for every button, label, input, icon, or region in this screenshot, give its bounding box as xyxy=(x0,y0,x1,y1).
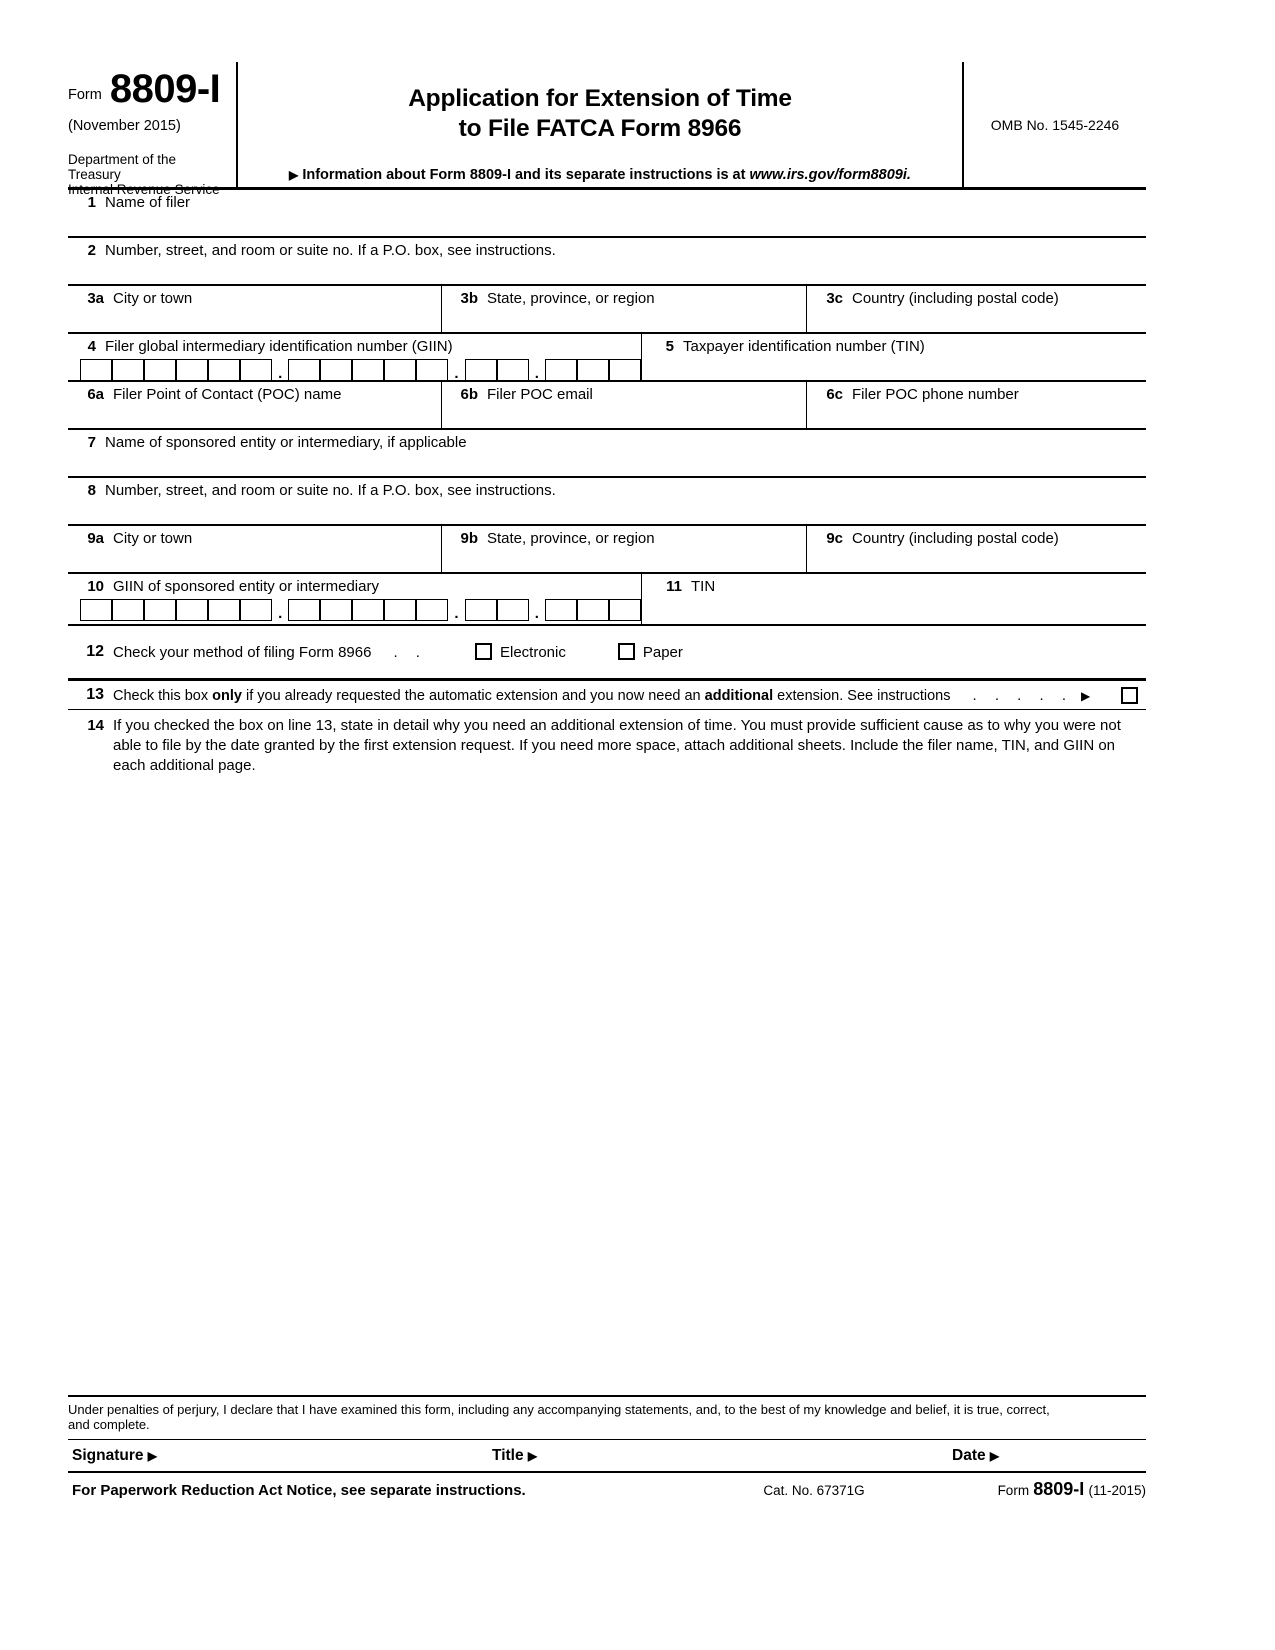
giin-group xyxy=(80,359,272,381)
field-10-giin-box-grid[interactable] xyxy=(74,599,641,621)
field-6c-poc-phone[interactable] xyxy=(807,382,1146,428)
agency-line-2: Internal Revenue Service xyxy=(68,182,220,197)
field-6b-poc-email[interactable] xyxy=(442,382,807,428)
form-word-label: Form xyxy=(68,87,102,103)
field-6b-label: Filer POC email xyxy=(487,386,593,403)
field-2-number: 2 xyxy=(87,242,96,259)
field-12-electronic-label: Electronic xyxy=(499,644,566,661)
page-title xyxy=(238,84,962,144)
giin-character-box[interactable] xyxy=(465,359,497,381)
field-13-right-triangle-icon: ▶ xyxy=(1081,688,1091,703)
instructions-text: Information about Form 8809-I and its separate instructions is at xyxy=(302,167,746,183)
field-2-label-group xyxy=(74,242,1146,260)
field-11-number: 11 xyxy=(666,578,682,595)
field-13-statement xyxy=(104,687,1107,704)
instructions-url[interactable]: www.irs.gov/form8809i. xyxy=(749,167,911,183)
field-9b-number: 9b xyxy=(460,530,478,547)
title-label: Title xyxy=(492,1447,524,1464)
field-3b-state-province-region[interactable] xyxy=(442,286,807,332)
giin-character-box[interactable] xyxy=(545,599,577,621)
field-1-label: Name of filer xyxy=(105,194,191,211)
perjury-line-1: Under penalties of perjury, I declare that I have examined this form, including any accompanying statements, and, to the best of my knowledge and belief, it is true, correct, xyxy=(68,1402,1050,1417)
title-right-triangle-icon: ▶ xyxy=(527,1449,538,1463)
field-3b-number: 3b xyxy=(460,290,478,307)
perjury-line-2: and complete. xyxy=(68,1417,150,1432)
giin-character-box[interactable] xyxy=(609,359,641,381)
field-12-option-electronic[interactable] xyxy=(475,643,566,661)
field-8-street-address[interactable] xyxy=(68,478,1146,524)
field-10-label-group xyxy=(74,578,641,596)
form-footer xyxy=(68,1395,1146,1500)
field-6a-poc-name[interactable] xyxy=(68,382,442,428)
date-right-triangle-icon: ▶ xyxy=(989,1449,1000,1463)
field-4-filer-giin[interactable] xyxy=(68,334,642,380)
field-6c-label-group xyxy=(813,386,1146,404)
field-7-sponsored-entity-name[interactable] xyxy=(68,430,1146,476)
field-row-8[interactable] xyxy=(68,478,1146,526)
header-form-identity xyxy=(68,62,238,197)
field-12-number: 12 xyxy=(86,643,104,660)
checkbox-electronic-icon[interactable] xyxy=(475,643,492,660)
giin-character-box[interactable] xyxy=(176,599,208,621)
footer-form-word: Form xyxy=(997,1483,1030,1498)
footer-form-revision: (11-2015) xyxy=(1088,1483,1146,1498)
field-9b-label-group xyxy=(448,530,806,548)
giin-separator-dot: . xyxy=(534,365,539,382)
checkbox-paper-icon[interactable] xyxy=(618,643,635,660)
field-13-text-b: if you already requested the automatic extension and you now need an xyxy=(241,687,705,704)
giin-group xyxy=(80,599,272,621)
field-3c-number: 3c xyxy=(826,290,843,307)
field-3a-label-group xyxy=(74,290,441,308)
giin-group xyxy=(545,599,641,621)
field-row-14 xyxy=(68,710,1146,776)
field-3c-label: Country (including postal code) xyxy=(852,290,1059,307)
form-header xyxy=(68,62,1146,197)
field-9b-label: State, province, or region xyxy=(487,530,655,547)
field-8-number: 8 xyxy=(87,482,96,499)
field-3b-label-group xyxy=(448,290,806,308)
title-line-2: to File FATCA Form 8966 xyxy=(458,115,742,142)
field-4-label: Filer global intermediary identification number (GIIN) xyxy=(105,338,453,355)
field-5-number: 5 xyxy=(665,338,674,355)
perjury-declaration xyxy=(68,1395,1146,1439)
giin-character-box[interactable] xyxy=(320,599,352,621)
field-10-label: GIIN of sponsored entity or intermediary xyxy=(113,578,379,595)
field-4-number: 4 xyxy=(87,338,96,355)
giin-character-box[interactable] xyxy=(288,599,320,621)
field-9b-state-province-region[interactable] xyxy=(442,526,807,572)
footer-form-identity xyxy=(936,1479,1146,1500)
field-6a-label: Filer Point of Contact (POC) name xyxy=(113,386,342,403)
giin-character-box[interactable] xyxy=(80,599,112,621)
date-field[interactable] xyxy=(952,1447,1146,1465)
field-13-number: 13 xyxy=(86,686,104,703)
giin-separator-dot: . xyxy=(454,605,459,622)
date-label: Date xyxy=(952,1447,986,1464)
field-6c-number: 6c xyxy=(826,386,843,403)
giin-character-box[interactable] xyxy=(288,359,320,381)
field-14-instructions xyxy=(104,716,1146,776)
field-9c-country[interactable] xyxy=(807,526,1146,572)
instructions-link-line xyxy=(238,167,962,183)
field-7-number: 7 xyxy=(87,434,96,451)
giin-group xyxy=(465,359,529,381)
field-13-emphasis-only: only xyxy=(212,687,242,704)
field-13-leader-dots: . . . . . xyxy=(972,686,1074,704)
field-9a-city-or-town[interactable] xyxy=(68,526,442,572)
field-3a-number: 3a xyxy=(87,290,104,307)
field-11-tin[interactable] xyxy=(642,574,1146,624)
field-6a-label-group xyxy=(74,386,441,404)
giin-character-box[interactable] xyxy=(465,599,497,621)
giin-group xyxy=(545,359,641,381)
giin-group xyxy=(288,359,448,381)
field-6c-label: Filer POC phone number xyxy=(852,386,1019,403)
field-3a-label: City or town xyxy=(113,290,193,307)
giin-separator-dot: . xyxy=(278,365,283,382)
giin-character-box[interactable] xyxy=(320,359,352,381)
giin-character-box[interactable] xyxy=(208,599,240,621)
field-row-10-11 xyxy=(68,574,1146,626)
field-5-taxpayer-id-number[interactable] xyxy=(642,334,1146,380)
giin-character-box[interactable] xyxy=(384,359,416,381)
field-11-label: TIN xyxy=(691,578,716,595)
field-9c-number: 9c xyxy=(826,530,843,547)
field-1-name-of-filer[interactable] xyxy=(68,190,1146,236)
giin-character-box[interactable] xyxy=(384,599,416,621)
field-9c-label: Country (including postal code) xyxy=(852,530,1059,547)
checkbox-additional-extension-icon[interactable] xyxy=(1121,687,1138,704)
field-12-leader-dots: . . xyxy=(393,643,427,661)
field-3a-city-or-town[interactable] xyxy=(68,286,442,332)
form-identity-line xyxy=(68,62,230,111)
field-2-street-address[interactable] xyxy=(68,238,1146,284)
field-row-7[interactable] xyxy=(68,430,1146,478)
giin-character-box[interactable] xyxy=(416,359,448,381)
signature-field[interactable] xyxy=(68,1447,492,1465)
giin-character-box[interactable] xyxy=(208,359,240,381)
field-13-text-c: extension. See instructions xyxy=(773,687,951,704)
giin-character-box[interactable] xyxy=(577,359,609,381)
omb-number: OMB No. 1545-2246 xyxy=(990,116,1120,133)
field-row-9 xyxy=(68,526,1146,574)
paperwork-reduction-notice: For Paperwork Reduction Act Notice, see separate instructions. xyxy=(72,1482,526,1499)
signature-right-triangle-icon: ▶ xyxy=(147,1449,158,1463)
field-9a-label-group xyxy=(74,530,441,548)
giin-character-box[interactable] xyxy=(609,599,641,621)
field-3c-label-group xyxy=(813,290,1146,308)
giin-character-box[interactable] xyxy=(240,599,272,621)
field-row-2[interactable] xyxy=(68,238,1146,286)
field-12-paper-label: Paper xyxy=(642,644,683,661)
agency-line-1: Department of the Treasury xyxy=(68,152,177,182)
giin-character-box[interactable] xyxy=(144,599,176,621)
giin-separator-dot: . xyxy=(454,365,459,382)
field-13-emphasis-additional: additional xyxy=(704,687,774,704)
field-9a-label: City or town xyxy=(113,530,193,547)
field-row-12 xyxy=(68,626,1146,678)
field-14-text-line-3: TIN, and GIIN on each additional page. xyxy=(113,737,1116,774)
giin-separator-dot: . xyxy=(278,605,283,622)
field-12-label: Check your method of filing Form 8966 xyxy=(113,643,372,661)
field-14-text-line-2: were not able to file by the date granted by the first extension request. If you need more space, attach additional sheets. Include the filer name, xyxy=(113,717,1121,754)
title-line-1: Application for Extension of Time xyxy=(408,85,792,112)
field-5-label-group xyxy=(652,338,1146,356)
field-6a-number: 6a xyxy=(87,386,104,403)
form-sheet xyxy=(68,62,1146,1336)
right-triangle-icon: ▶ xyxy=(289,168,299,182)
field-7-label-group xyxy=(74,434,1146,452)
form-number: 8809-I xyxy=(109,67,221,111)
field-3c-country[interactable] xyxy=(807,286,1146,332)
field-13-text-a: Check this box xyxy=(113,687,213,704)
field-14-number: 14 xyxy=(87,717,104,734)
field-row-1[interactable] xyxy=(68,190,1146,238)
giin-character-box[interactable] xyxy=(545,359,577,381)
field-1-label-group xyxy=(74,194,1146,212)
field-6b-label-group xyxy=(448,386,806,404)
form-revision-date: (November 2015) xyxy=(68,118,181,134)
giin-character-box[interactable] xyxy=(352,359,384,381)
title-field[interactable] xyxy=(492,1447,952,1465)
field-9a-number: 9a xyxy=(87,530,104,547)
footer-meta-row xyxy=(68,1473,1146,1500)
signature-label: Signature xyxy=(72,1447,144,1464)
field-6b-number: 6b xyxy=(460,386,478,403)
field-10-sponsored-entity-giin[interactable] xyxy=(68,574,642,624)
giin-character-box[interactable] xyxy=(112,599,144,621)
field-2-label: Number, street, and room or suite no. If a P.O. box, see instructions. xyxy=(105,242,556,259)
field-4-label-group xyxy=(74,338,641,356)
giin-character-box[interactable] xyxy=(240,359,272,381)
giin-character-box[interactable] xyxy=(176,359,208,381)
giin-separator-dot: . xyxy=(534,605,539,622)
giin-character-box[interactable] xyxy=(80,359,112,381)
field-12-option-paper[interactable] xyxy=(618,643,683,661)
field-5-label: Taxpayer identification number (TIN) xyxy=(683,338,925,355)
header-title-block xyxy=(238,62,964,187)
field-14-text-line-1: If you checked the box on line 13, state in detail why you need an additional extension of time. You must provide sufficient cause as to why you xyxy=(113,717,1060,734)
field-1-number: 1 xyxy=(87,194,96,211)
field-row-4-5 xyxy=(68,334,1146,382)
footer-form-number: 8809-I xyxy=(1033,1479,1085,1499)
field-4-giin-box-grid[interactable] xyxy=(74,359,641,381)
giin-character-box[interactable] xyxy=(112,359,144,381)
field-7-label: Name of sponsored entity or intermediary, if applicable xyxy=(105,434,467,451)
catalog-number: Cat. No. 67371G xyxy=(763,1483,865,1498)
field-9c-label-group xyxy=(813,530,1146,548)
giin-character-box[interactable] xyxy=(497,359,529,381)
field-row-3 xyxy=(68,286,1146,334)
field-14-answer-area[interactable] xyxy=(68,776,1146,1336)
giin-group xyxy=(288,599,448,621)
giin-character-box[interactable] xyxy=(352,599,384,621)
field-row-6 xyxy=(68,382,1146,430)
giin-character-box[interactable] xyxy=(144,359,176,381)
header-omb-block xyxy=(964,62,1146,187)
field-8-label-group xyxy=(74,482,1146,500)
giin-character-box[interactable] xyxy=(577,599,609,621)
giin-character-box[interactable] xyxy=(416,599,448,621)
field-10-number: 10 xyxy=(87,578,104,595)
field-3b-label: State, province, or region xyxy=(487,290,655,307)
field-8-label: Number, street, and room or suite no. If a P.O. box, see instructions. xyxy=(105,482,556,499)
giin-character-box[interactable] xyxy=(497,599,529,621)
giin-group xyxy=(465,599,529,621)
signature-row xyxy=(68,1439,1146,1473)
field-11-label-group xyxy=(652,578,1146,596)
field-row-13 xyxy=(68,678,1146,710)
